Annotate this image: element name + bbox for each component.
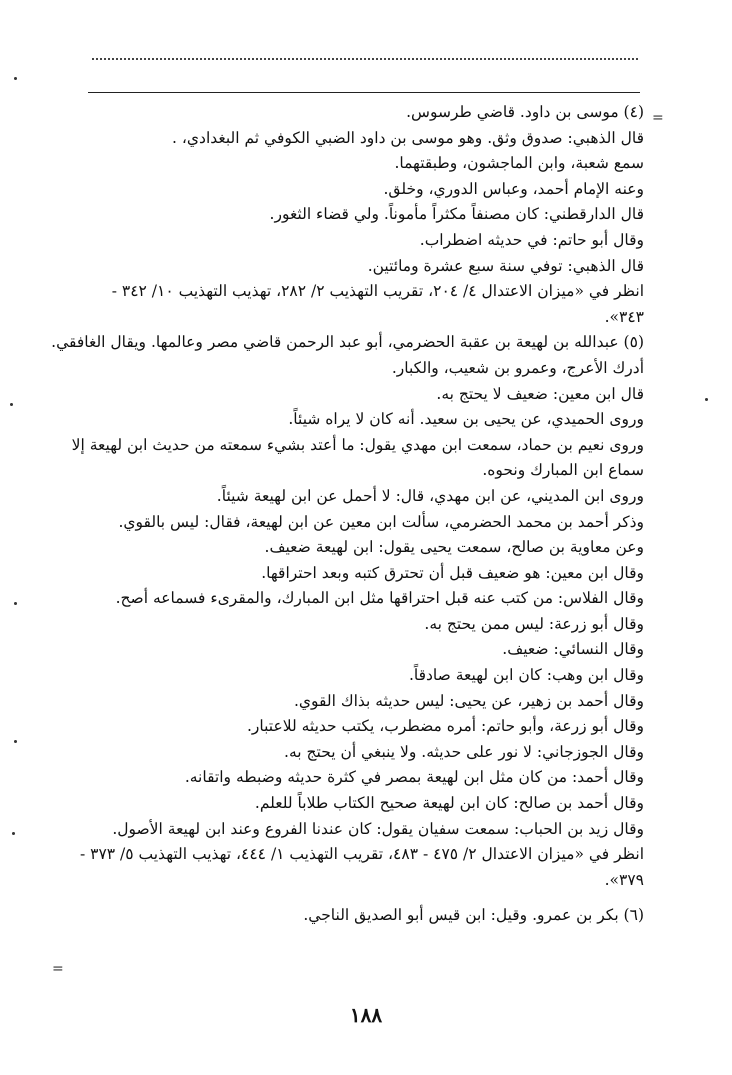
footnote-line: قال الدارقطني: كان مصنفاً مكثراً مأموناً. ولي قضاء الثغور.: [269, 205, 644, 224]
footnote-line: سماع ابن المبارك ونحوه.: [482, 461, 644, 480]
footnote-6-heading: (٦) بكر بن عمرو. وقيل: ابن قيس أبو الصديق الناجي.: [303, 906, 644, 925]
footnote-line: قال الذهبي: توفي سنة سبع عشرة ومائتين.: [367, 256, 644, 275]
footnote-line: وقال أحمد: من كان مثل ابن لهيعة بمصر في كثرة حديثه وضبطه واتقانه.: [184, 768, 644, 787]
reference-line: انظر في «ميزان الاعتدال ٤/ ٢٠٤، تقريب التهذيب ٢/ ٢٨٢، تهذيب التهذيب ١٠/ ٣٤٢ -: [111, 282, 644, 301]
margin-dot: [705, 398, 708, 401]
footnote-line: قال الذهبي: صدوق وثق. وهو موسى بن داود الضبي الكوفي ثم البغدادي، .: [172, 128, 644, 147]
footnote-line: وعنه الإمام أحمد، وعباس الدوري، وخلق.: [383, 179, 644, 198]
footnote-line: وقال أبو زرعة، وأبو حاتم: أمره مضطرب، يكتب حديثه للاعتبار.: [246, 717, 644, 736]
footnote-line: قال ابن معين: ضعيف لا يحتج به.: [436, 384, 644, 403]
footnote-line: أدرك الأعرج، وعمرو بن شعيب، والكبار.: [391, 358, 644, 377]
footnote-line: وقال أحمد بن زهير، عن يحيى: ليس حديثه بذاك القوي.: [293, 691, 644, 710]
page-number: ١٨٨: [349, 1003, 383, 1027]
footnote-line: وروى نعيم بن حماد، سمعت ابن مهدي يقول: ما أعتد بشيء سمعته من حديث ابن لهيعة إلا: [71, 435, 644, 454]
footnote-line: وقال أبو زرعة: ليس ممن يحتج به.: [424, 614, 644, 633]
footnote-4-heading: (٤) موسى بن داود. قاضي طرسوس.: [406, 103, 644, 121]
margin-dot: [10, 403, 13, 406]
margin-dot: [14, 740, 17, 743]
footnote-line: وذكر أحمد بن محمد الحضرمي، سألت ابن معين عن ابن لهيعة، فقال: ليس بالقوي.: [118, 512, 644, 531]
footnote-line: وعن معاوية بن صالح، سمعت يحيى يقول: ابن لهيعة ضعيف.: [264, 538, 644, 557]
footnote-5-heading: (٥) عبدالله بن لهيعة بن عقبة الحضرمي، أبو عبد الرحمن قاضي مصر وعالمها. ويقال الغافقي.: [51, 333, 644, 352]
reference-line: ٣٧٩».: [604, 870, 644, 889]
margin-dot: [14, 602, 17, 605]
footnote-line: وقال زيد بن الحباب: سمعت سفيان يقول: كان عندنا الفروع وعند ابن لهيعة الأصول.: [112, 819, 644, 838]
footnote-line: وقال أبو حاتم: في حديثه اضطراب.: [419, 230, 644, 249]
margin-dot: [14, 77, 17, 80]
footnotes: [51, 100, 644, 929]
footnote-line: سمع شعبة، وابن الماجشون، وطبقتهما.: [394, 154, 644, 173]
footnote-line: وقال أحمد بن صالح: كان ابن لهيعة صحيح الكتاب طلاباً للعلم.: [254, 794, 644, 813]
equals-mark-top: =: [652, 110, 664, 126]
footnote-line: وقال الفلاس: من كتب عنه قبل احتراقها مثل ابن المبارك، والمقرىء فسماعه أصح.: [115, 589, 644, 608]
reference-line: انظر في «ميزان الاعتدال ٢/ ٤٧٥ - ٤٨٣، تقريب التهذيب ١/ ٤٤٤، تهذيب التهذيب ٥/ ٣٧٣ -: [79, 845, 644, 864]
footnote-line: وقال النسائي: ضعيف.: [502, 640, 644, 659]
header-rule: [88, 92, 640, 93]
spacer: [88, 893, 644, 903]
reference-line: ٣٤٣».: [604, 307, 644, 326]
footnote-line: وقال الجوزجاني: لا نور على حديثه. ولا ينبغي أن يحتج به.: [284, 742, 644, 761]
footnote-line: وروى الحميدي، عن يحيى بن سعيد. أنه كان لا يراه شيئاً.: [288, 410, 644, 429]
equals-mark-bottom: =: [52, 961, 64, 977]
footnote-line: وروى ابن المديني، عن ابن مهدي، قال: لا أحمل عن ابن لهيعة شيئاً.: [216, 486, 644, 505]
margin-dot: [12, 832, 15, 835]
footnote-line: وقال ابن وهب: كان ابن لهيعة صادقاً.: [408, 666, 644, 685]
footnote-line: وقال ابن معين: هو ضعيف قبل أن تحترق كتبه وبعد احتراقها.: [261, 563, 644, 582]
dotted-rule: [92, 58, 638, 60]
